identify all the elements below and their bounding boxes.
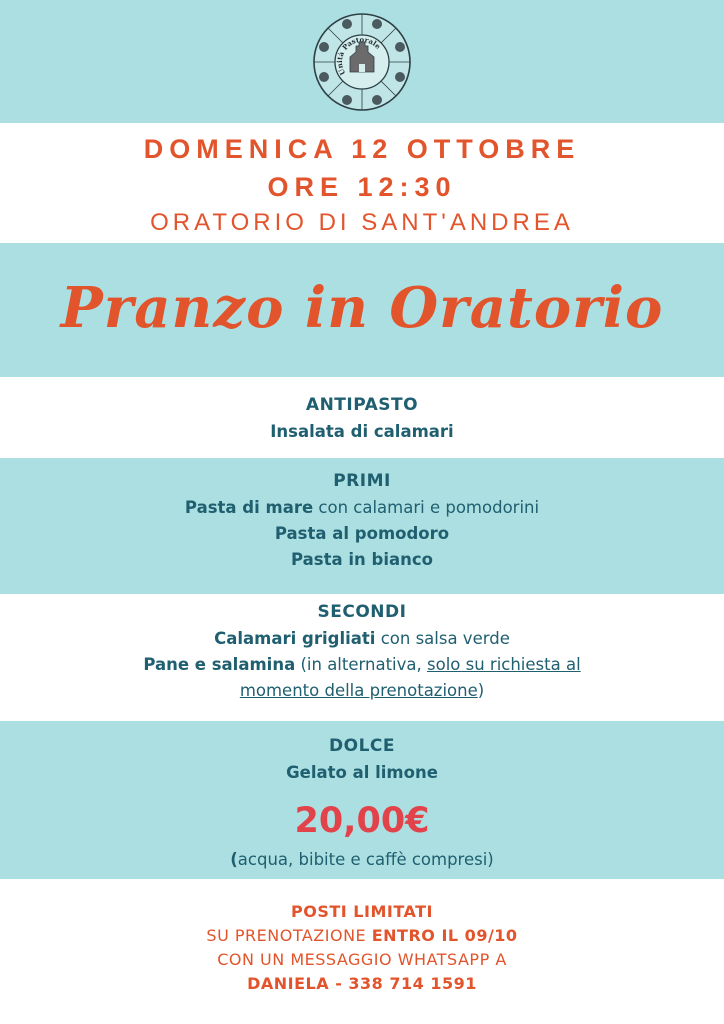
secondi-item-1-desc: con salsa verde: [375, 629, 510, 648]
secondi-item-2-note-b: momento della prenotazione: [239, 681, 478, 700]
booking-section: [0, 900, 724, 996]
secondi-item-2-close: ): [477, 681, 485, 700]
price-includes-text: acqua, bibite e caffè compresi): [237, 850, 494, 869]
secondi-item-2-cont: [0, 678, 724, 704]
secondi-item-1-name: Calamari grigliati: [214, 629, 376, 648]
booking-message: CON UN MESSAGGIO WHATSAPP A: [217, 950, 507, 969]
secondi-item-2-note-a: solo su richiesta al: [427, 655, 581, 674]
primi-band: [0, 458, 724, 594]
secondi-item-2: [0, 652, 724, 678]
primi-item-1-desc: con calamari e pomodorini: [313, 498, 540, 517]
primi-section: [0, 469, 724, 573]
price-includes: [0, 848, 724, 872]
primi-item-1: [0, 495, 724, 521]
primi-item-2: Pasta al pomodoro: [274, 524, 450, 543]
booking-deadline-label: SU PRENOTAZIONE: [206, 926, 372, 945]
dolce-heading: DOLCE: [329, 736, 395, 756]
price: 20,00€: [294, 801, 430, 841]
limited-seats: POSTI LIMITATI: [291, 902, 433, 921]
booking-band: [0, 879, 724, 1024]
parish-logo-icon: [312, 12, 412, 112]
date-band: [0, 123, 724, 243]
antipasto-band: [0, 377, 724, 458]
primi-item-1-name: Pasta di mare: [184, 498, 314, 517]
page-title: Pranzo in Oratorio: [60, 275, 664, 341]
booking-deadline: [0, 924, 724, 948]
primi-item-3: Pasta in bianco: [291, 550, 433, 569]
booking-deadline-date: ENTRO IL 09/10: [371, 926, 518, 945]
dolce-band: [0, 721, 724, 879]
secondi-band: [0, 594, 724, 721]
secondi-section: [0, 600, 724, 704]
event-date: DOMENICA 12 OTTOBRE: [143, 134, 581, 164]
antipasto-section: [0, 393, 724, 445]
secondi-item-2-name: Pane e salamina: [143, 655, 296, 674]
booking-contact: DANIELA - 338 714 1591: [247, 974, 477, 993]
title-band: [0, 243, 724, 377]
antipasto-item: Insalata di calamari: [270, 422, 454, 441]
antipasto-heading: ANTIPASTO: [305, 395, 419, 415]
price-includes-paren: (: [230, 850, 238, 869]
event-place: ORATORIO DI SANT'ANDREA: [150, 209, 574, 236]
header-band: [0, 0, 724, 123]
secondi-item-2-desc: (in alternativa,: [295, 655, 427, 674]
logo-lettering: Unità Pastorale: [334, 34, 383, 77]
secondi-item-1: [0, 626, 724, 652]
secondi-heading: SECONDI: [317, 602, 407, 622]
dolce-item: Gelato al limone: [286, 763, 438, 782]
dolce-section: [0, 734, 724, 786]
event-time: ORE 12:30: [267, 172, 457, 202]
primi-heading: PRIMI: [333, 471, 391, 491]
